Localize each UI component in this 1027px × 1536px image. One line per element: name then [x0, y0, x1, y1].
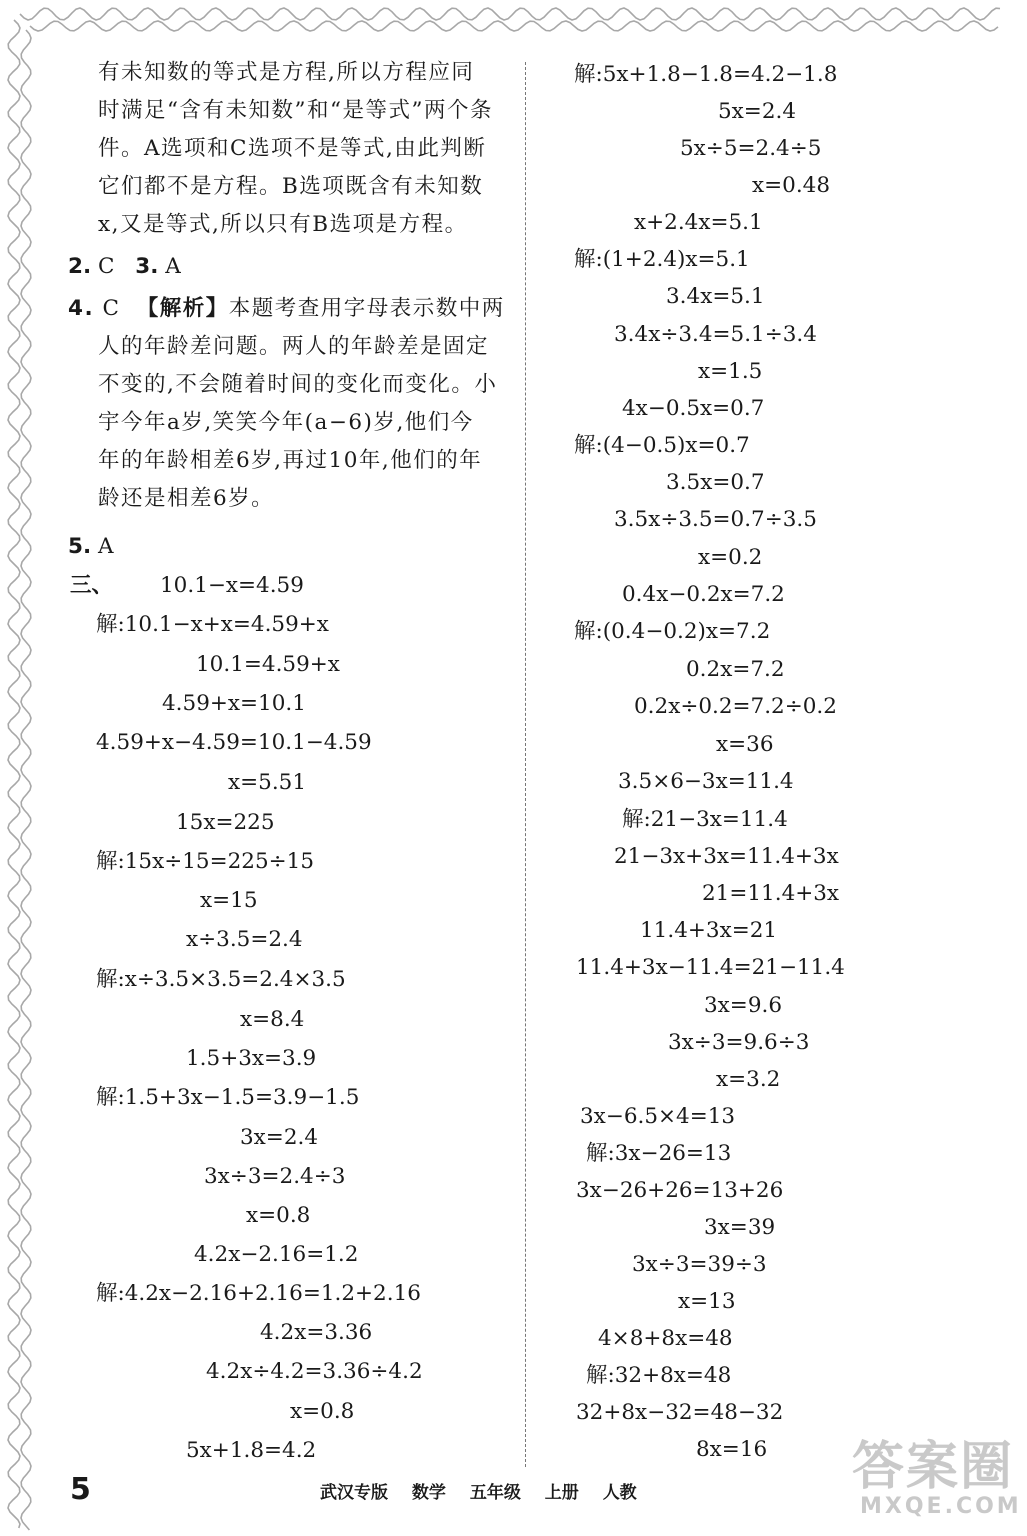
footer-grade: 五年级	[469, 1483, 521, 1503]
equation-line: 5x+1.8=4.2	[186, 1438, 317, 1463]
equation-line: 4.2x÷4.2=3.36÷4.2	[206, 1359, 423, 1384]
equation-line: x=3.2	[716, 1067, 781, 1092]
equation-line: 3x÷3=9.6÷3	[668, 1030, 810, 1055]
equation-line: 解:(4−0.5)x=0.7	[574, 433, 750, 458]
equation-line: 3x÷3=39÷3	[632, 1252, 767, 1277]
analysis-line: 宇今年a岁,笑笑今年(a−6)岁,他们今	[98, 410, 474, 435]
equation-line: 3x=2.4	[240, 1125, 319, 1150]
equation-line: 32+8x−32=48−32	[576, 1400, 784, 1425]
answer-q2-q3	[68, 252, 181, 282]
equation-line: x=36	[716, 732, 774, 757]
equation-line: 21−3x+3x=11.4+3x	[614, 844, 839, 869]
equation-line: 0.2x÷0.2=7.2÷0.2	[634, 694, 837, 719]
equation-line: 3x=9.6	[704, 993, 783, 1018]
equation-line: 10.1=4.59+x	[196, 652, 340, 677]
equation-line: 解:x÷3.5×3.5=2.4×3.5	[96, 967, 346, 992]
equation-line: 4.59+x=10.1	[162, 691, 306, 716]
equation-line: 4.59+x−4.59=10.1−4.59	[96, 730, 372, 755]
equation-line: 10.1−x=4.59	[160, 573, 304, 598]
watermark-logo	[852, 1437, 1022, 1532]
equation-line: x=13	[678, 1289, 736, 1314]
equation-line: 解:4.2x−2.16+2.16=1.2+2.16	[96, 1281, 421, 1306]
explanation-line: x,又是等式,所以只有B选项是方程。	[98, 212, 468, 237]
answer-q4	[68, 294, 505, 324]
analysis-tag: 【解析】	[136, 296, 229, 321]
equation-line: 3x÷3=2.4÷3	[204, 1164, 346, 1189]
equation-line: 4×8+8x=48	[598, 1326, 733, 1351]
equation-line: 3.5x=0.7	[666, 470, 765, 495]
equation-line: x=0.48	[752, 173, 831, 198]
equation-line: x=0.8	[290, 1399, 355, 1424]
analysis-line: 年的年龄相差6岁,再过10年,他们的年	[98, 448, 483, 473]
watermark-url: MXQE.COM	[860, 1494, 1022, 1519]
equation-line: 3.5x÷3.5=0.7÷3.5	[614, 507, 817, 532]
equation-line: 解:5x+1.8−1.8=4.2−1.8	[574, 62, 838, 87]
equation-line: 3x=39	[704, 1215, 776, 1240]
equation-line: 3.5×6−3x=11.4	[618, 769, 794, 794]
equation-line: 1.5+3x=3.9	[186, 1046, 317, 1071]
equation-line: 解:1.5+3x−1.5=3.9−1.5	[96, 1085, 360, 1110]
explanation-line: 件。A选项和C选项不是等式,由此判断	[98, 136, 487, 161]
question-number-3: 3.	[135, 254, 159, 279]
equation-line: 解:3x−26=13	[586, 1141, 732, 1166]
equation-line: 解:21−3x=11.4	[622, 807, 788, 832]
equation-line: x=1.5	[698, 359, 763, 384]
answer-2: C	[97, 254, 115, 279]
equation-line: x+2.4x=5.1	[634, 210, 763, 235]
question-number-2: 2.	[68, 254, 92, 279]
analysis-first-line: 本题考查用字母表示数中两	[228, 296, 505, 321]
equation-line: 8x=16	[696, 1437, 768, 1462]
equation-line: 11.4+3x−11.4=21−11.4	[576, 955, 845, 980]
equation-line: 解:(1+2.4)x=5.1	[574, 247, 750, 272]
explanation-line: 时满足“含有未知数”和“是等式”两个条	[98, 98, 493, 123]
equation-line: 3x−6.5×4=13	[580, 1104, 736, 1129]
equation-line: 4.2x=3.36	[260, 1320, 373, 1345]
equation-line: 解:32+8x=48	[586, 1363, 732, 1388]
equation-line: x=8.4	[240, 1007, 305, 1032]
analysis-line: 不变的,不会随着时间的变化而变化。小	[98, 372, 498, 397]
column-divider	[525, 62, 526, 1467]
answer-5: A	[97, 534, 114, 559]
section-label: 三、	[70, 573, 114, 598]
equation-line: 3.4x=5.1	[666, 284, 765, 309]
equation-line: 4x−0.5x=0.7	[622, 396, 765, 421]
equation-line: 5x=2.4	[718, 99, 797, 124]
page-number: 5	[70, 1472, 91, 1507]
equation-line: 5x÷5=2.4÷5	[680, 136, 822, 161]
answer-4: C	[102, 296, 121, 321]
equation-line: 解:(0.4−0.2)x=7.2	[574, 619, 771, 644]
explanation-line: 它们都不是方程。B选项既含有未知数	[98, 174, 484, 199]
answer-3: A	[165, 254, 181, 279]
equation-line: x=0.2	[698, 545, 763, 570]
equation-line: x=5.51	[228, 770, 307, 795]
equation-line: 21=11.4+3x	[702, 881, 840, 906]
equation-line: x=15	[200, 888, 258, 913]
equation-line: 4.2x−2.16=1.2	[194, 1242, 359, 1267]
analysis-line: 人的年龄差问题。两人的年龄差是固定	[98, 334, 490, 359]
equation-line: 15x=225	[176, 810, 275, 835]
footer-edition: 武汉专版	[320, 1483, 388, 1503]
equation-line: 3.4x÷3.4=5.1÷3.4	[614, 322, 817, 347]
watermark-title: 答案圈	[852, 1437, 1015, 1497]
footer-volume: 上册	[544, 1483, 579, 1503]
equation-line: 3x−26+26=13+26	[576, 1178, 784, 1203]
equation-line: 0.2x=7.2	[686, 657, 785, 682]
footer-publisher: 人教	[602, 1483, 637, 1503]
footer-subject: 数学	[411, 1483, 446, 1503]
equation-line: x=0.8	[246, 1203, 311, 1228]
explanation-line: 有未知数的等式是方程,所以方程应同	[98, 60, 475, 85]
question-number-5: 5.	[68, 534, 92, 559]
equation-line: 解:15x÷15=225÷15	[96, 849, 315, 874]
equation-line: x÷3.5=2.4	[186, 927, 303, 952]
equation-line: 11.4+3x=21	[640, 918, 778, 943]
analysis-line: 龄还是相差6岁。	[98, 486, 275, 511]
question-number-4: 4.	[68, 296, 95, 321]
footer-info	[320, 1478, 655, 1503]
equation-line: 解:10.1−x+x=4.59+x	[96, 612, 329, 637]
answer-q5	[68, 532, 114, 562]
equation-line: 0.4x−0.2x=7.2	[622, 582, 785, 607]
